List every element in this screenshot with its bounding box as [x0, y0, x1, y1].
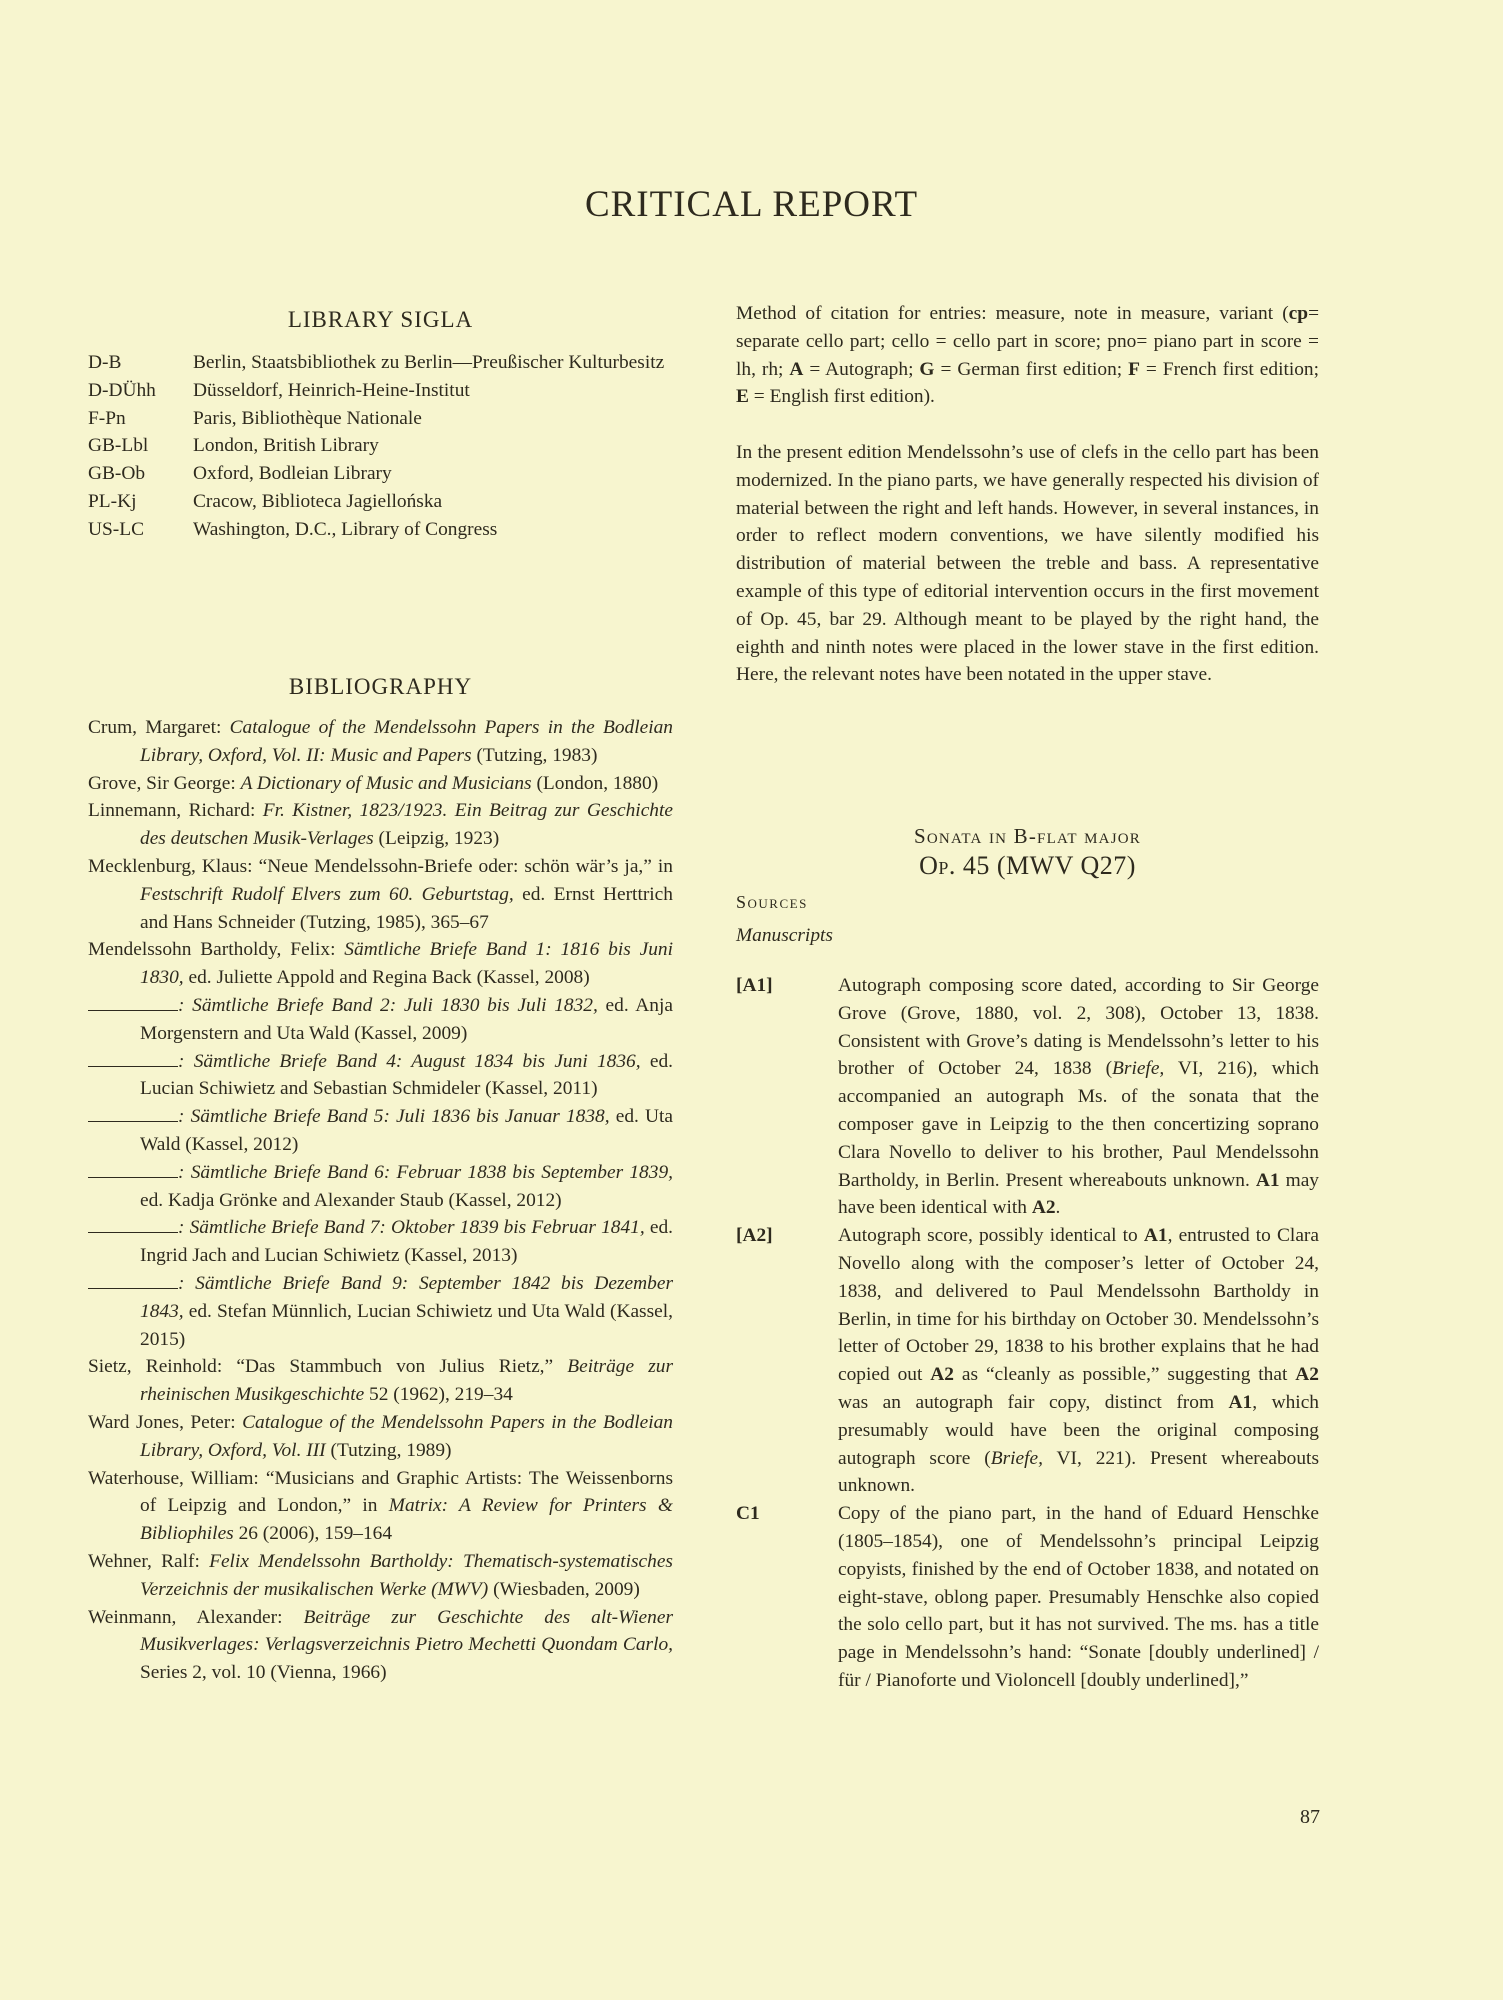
page-title: CRITICAL REPORT	[584, 184, 919, 225]
bib-publication: Series 2, vol. 10 (Vienna, 1966)	[140, 1662, 387, 1684]
bib-author: Mendelssohn Bartholdy, Felix:	[88, 939, 345, 961]
bib-publication: ed. Anja Morgenstern and Uta Wald (Kassel, 2009)	[140, 994, 673, 1044]
sigla-library-name: Düsseldorf, Heinrich-Heine-Institut	[193, 379, 470, 401]
manuscripts-label	[736, 922, 1319, 950]
bibliography-entry	[88, 1353, 673, 1409]
bib-author: Waterhouse, William: “Musicians and Graphic Artists: The Weissenborns of Leipzig and London,” in	[88, 1467, 673, 1517]
source-entry-a1	[736, 972, 1319, 1222]
sigla-row	[88, 377, 673, 405]
source-label: C1	[736, 1503, 760, 1525]
abbr-g: G	[919, 358, 935, 380]
repeat-author-rule	[88, 1274, 178, 1289]
bib-publication: 26 (2006), 159–164	[233, 1523, 393, 1545]
citation-text: = German first edition;	[934, 358, 1129, 380]
bib-author: Ward Jones, Peter:	[88, 1411, 243, 1433]
bibliography-entry	[88, 1548, 673, 1604]
bib-title: : Sämtliche Briefe Band 4: August 1834 bis Juni 1836,	[178, 1050, 641, 1072]
bib-author: Mecklenburg, Klaus: “Neue Mendelssohn-Briefe oder: schön wär’s ja,” in	[88, 855, 673, 877]
bib-publication: ed. Lucian Schiwietz and Sebastian Schmideler (Kassel, 2011)	[140, 1050, 673, 1100]
sources-label	[736, 888, 1319, 918]
source-ref: A1	[1228, 1391, 1253, 1413]
bib-title: A Dictionary of Music and Musicians	[240, 772, 532, 794]
sigla-library-name: Cracow, Biblioteca Jagiellońska	[193, 490, 443, 512]
bib-author: Sietz, Reinhold: “Das Stammbuch von Julius Rietz,”	[88, 1356, 568, 1378]
source-ref: A2	[1295, 1364, 1319, 1386]
source-label: [A2]	[736, 1225, 773, 1247]
sonata-opus: Op. 45 (MWV Q27)	[919, 851, 1136, 880]
bib-title: Festschrift Rudolf Elvers zum 60. Geburtstag,	[140, 883, 514, 905]
bib-author: Weinmann, Alexander:	[88, 1606, 304, 1628]
bibliography-entry	[88, 992, 673, 1048]
repeat-author-rule	[88, 1218, 178, 1233]
sigla-code: US-LC	[88, 518, 145, 540]
bibliography-entry	[88, 797, 673, 853]
abbr-a: A	[789, 358, 804, 380]
source-text: , which presumably would have been the original composing autograph score (	[838, 1391, 1319, 1469]
bib-title: Catalogue of the Mendelssohn Papers in the Bodleian Library, Oxford, Vol. II: Music and Papers	[140, 717, 673, 766]
source-text: as “cleanly as possible,” suggesting that	[953, 1364, 1296, 1386]
sigla-library-name: Berlin, Staatsbibliothek zu Berlin—Preußischer Kulturbesitz	[193, 352, 665, 373]
source-entry-a2	[736, 1222, 1319, 1500]
citation-text: = Autograph;	[803, 358, 920, 380]
sources-heading: Sources	[736, 892, 808, 912]
sigla-row	[88, 516, 673, 544]
sigla-code: F-Pn	[88, 407, 126, 429]
bib-publication: (Tutzing, 1989)	[325, 1439, 452, 1461]
bibliography-entry	[88, 770, 673, 798]
bib-publication: ed. Kadja Grönke and Alexander Staub (Kassel, 2012)	[140, 1189, 562, 1211]
repeat-author-rule	[88, 1107, 178, 1122]
bib-title: : Sämtliche Briefe Band 6: Februar 1838 bis September 1839,	[178, 1161, 673, 1183]
bibliography-entry	[88, 1103, 673, 1159]
source-text: Autograph score, possibly identical to	[838, 1225, 1144, 1247]
bib-title: Matrix: A Review for Printers & Bibliophiles	[140, 1495, 673, 1545]
page-number: 87	[1300, 1806, 1320, 1828]
citation-text: = separate cello part; cello = cello part in score; pno= piano part in score = lh, rh;	[736, 303, 1319, 380]
bib-publication: ed. Uta Wald (Kassel, 2012)	[140, 1106, 673, 1155]
abbr-cp: cp	[1288, 303, 1309, 324]
bib-title: : Sämtliche Briefe Band 2: Juli 1830 bis Juli 1832,	[178, 994, 598, 1016]
bib-title: Beiträge zur rheinischen Musikgeschichte	[140, 1356, 674, 1406]
bibliography-entry	[88, 714, 673, 770]
bib-publication: (Leipzig, 1923)	[373, 828, 500, 850]
citation-text: = English first edition).	[748, 386, 935, 408]
source-text: Autograph composing score dated, according to Sir George Grove (Grove, 1880, vol. 2, 308), October 13, 1838. Consistent with Grove’s dating is Mendelssohn’s letter to his brother of October 24, 1838 (	[838, 975, 1319, 1080]
source-label: [A1]	[736, 975, 773, 996]
bib-title: Beiträge zur Geschichte des alt-Wiener Musikverlages: Verlagsverzeichnis Pietro Mechetti Quondam Carlo,	[140, 1606, 673, 1656]
bib-publication: (London, 1880)	[531, 772, 659, 794]
source-text: VI, 216), which accompanied an autograph Ms. of the sonata that the composer gave in Leipzig to the then concertizing soprano Clara Novello to deliver to his brother, Paul Mendelssohn Bartholdy, in Berlin. Present whereabouts unknown.	[838, 1058, 1319, 1191]
bibliography-entry	[88, 936, 673, 992]
bib-title: Fr. Kistner, 1823/1923. Ein Beitrag zur Geschichte des deutschen Musik-Verlages	[140, 800, 673, 850]
sigla-code: D-DÜhh	[88, 379, 156, 401]
source-text: was an autograph fair copy, distinct from	[838, 1391, 1229, 1413]
sigla-library-name: Paris, Bibliothèque Nationale	[193, 407, 422, 429]
source-description	[838, 972, 1319, 1222]
source-text: VI, 221). Present whereabouts unknown.	[838, 1447, 1319, 1497]
bibliography-entry	[88, 1409, 673, 1465]
source-text: , entrusted to Clara Novello along with the composer’s letter of October 24, 1838, and delivered to Paul Mendelssohn Bartholdy in Berlin, in time for his birthday on October 30. Mendelssohn’s letter of October 29, 1838 to his brother explains that he had copied out	[838, 1225, 1319, 1386]
bib-title: Sämtliche Briefe Band 1: 1816 bis Juni 1830,	[140, 939, 673, 989]
bibliography-entry	[88, 1048, 673, 1104]
library-sigla-section	[88, 305, 673, 544]
bib-author: Wehner, Ralf:	[88, 1550, 210, 1572]
bibliography-entry	[88, 1604, 673, 1687]
sources-list	[736, 972, 1319, 1695]
sigla-code: D-B	[88, 352, 122, 373]
source-entry-c1	[736, 1500, 1319, 1695]
source-ref: A1	[1255, 1169, 1280, 1191]
library-sigla-heading: LIBRARY SIGLA	[287, 307, 474, 332]
bib-publication: 52 (1962), 219–34	[364, 1384, 513, 1406]
source-ref: A1	[1143, 1225, 1168, 1247]
bib-author: Crum, Margaret:	[88, 717, 230, 738]
citation-text: Method of citation for entries: measure, note in measure, variant (	[736, 303, 1289, 324]
repeat-author-rule	[88, 1052, 178, 1067]
citation-method-paragraph	[736, 300, 1319, 411]
bibliography-entry	[88, 1270, 673, 1353]
bib-title: Felix Mendelssohn Bartholdy: Thematisch-systematisches Verzeichnis der musikalischen Werke (MWV)	[140, 1550, 673, 1600]
bibliography-entry	[88, 1214, 673, 1270]
manuscripts-heading: Manuscripts	[736, 925, 833, 946]
bibliography-entry	[88, 1159, 673, 1215]
bib-publication: ed. Ernst Herttrich and Hans Schneider (Tutzing, 1985), 365–67	[140, 883, 673, 933]
source-description: Copy of the piano part, in the hand of Eduard Henschke (1805–1854), one of Mendelssohn’s principal Leipzig copyists, finished by the end of October 1838, and notated on eight-stave, oblong paper. Presumably Henschke also copied the solo cello part, but it has not survived. The ms. has a title page in Mendelssohn’s hand: “Sonate [doubly underlined] / für / Pianoforte und Violoncell [doubly underlined],”	[838, 1503, 1319, 1691]
sigla-row	[88, 460, 673, 488]
sigla-row	[88, 405, 673, 433]
abbr-f: F	[1128, 358, 1140, 380]
bib-publication: ed. Ingrid Jach and Lucian Schiwietz (Kassel, 2013)	[140, 1217, 673, 1267]
sigla-list	[88, 349, 673, 544]
sigla-code: GB-Lbl	[88, 435, 149, 457]
sigla-library-name: Washington, D.C., Library of Congress	[193, 518, 498, 540]
source-ref: A2	[930, 1364, 954, 1386]
bib-publication: (Wiesbaden, 2009)	[488, 1578, 640, 1600]
sonata-heading	[736, 821, 1319, 881]
sigla-code: PL-Kj	[88, 490, 137, 512]
bib-publication: ed. Juliette Appold and Regina Back (Kassel, 2008)	[183, 967, 590, 989]
source-text: .	[1055, 1197, 1061, 1219]
sigla-library-name: London, British Library	[193, 435, 379, 457]
source-text-italic: Briefe,	[990, 1447, 1043, 1469]
bibliography-heading: BIBLIOGRAPHY	[288, 674, 473, 699]
bib-title: : Sämtliche Briefe Band 9: September 1842 bis Dezember 1843,	[140, 1272, 673, 1322]
bibliography-entry	[88, 853, 673, 936]
sigla-code: GB-Ob	[88, 463, 146, 485]
bib-title: : Sämtliche Briefe Band 5: Juli 1836 bis Januar 1838,	[178, 1106, 610, 1128]
bib-publication: (Tutzing, 1983)	[471, 744, 598, 766]
bib-title: Catalogue of the Mendelssohn Papers in the Bodleian Library, Oxford, Vol. III	[140, 1411, 673, 1461]
sigla-row	[88, 488, 673, 516]
citation-text: = French first edition;	[1139, 358, 1320, 380]
bib-publication: ed. Stefan Münnlich, Lucian Schiwietz und Uta Wald (Kassel, 2015)	[140, 1300, 673, 1350]
sigla-row	[88, 432, 673, 460]
sigla-row	[88, 349, 673, 377]
source-description	[838, 1222, 1319, 1500]
clefs-paragraph: In the present edition Mendelssohn’s use of clefs in the cello part has been modernized. In the piano parts, we have generally respected his division of material between the right and left hands. However, in several instances, in order to reflect modern conventions, we have silently modified his distribution of material between the treble and bass. A representative example of this type of editorial intervention occurs in the first movement of Op. 45, bar 29. Although meant to be played by the right hand, the eighth and ninth notes were placed in the lower stave in the first edition. Here, the relevant notes have been notated in the upper stave.	[736, 442, 1319, 686]
abbr-e: E	[736, 386, 749, 408]
source-text-italic: Briefe,	[1112, 1058, 1165, 1080]
bibliography-section	[88, 672, 673, 1687]
bib-title: : Sämtliche Briefe Band 7: Oktober 1839 bis Februar 1841,	[178, 1217, 645, 1239]
source-ref: A2	[1031, 1197, 1056, 1219]
bib-author: Grove, Sir George:	[88, 772, 241, 794]
bibliography-entry	[88, 1465, 673, 1548]
repeat-author-rule	[88, 1163, 178, 1178]
sigla-library-name: Oxford, Bodleian Library	[193, 463, 392, 485]
bib-author: Linnemann, Richard:	[88, 800, 263, 822]
sonata-title: Sonata in B-flat major	[914, 824, 1141, 848]
source-text: may have been identical with	[838, 1169, 1319, 1219]
bibliography-list	[88, 714, 673, 1687]
repeat-author-rule	[88, 996, 178, 1011]
